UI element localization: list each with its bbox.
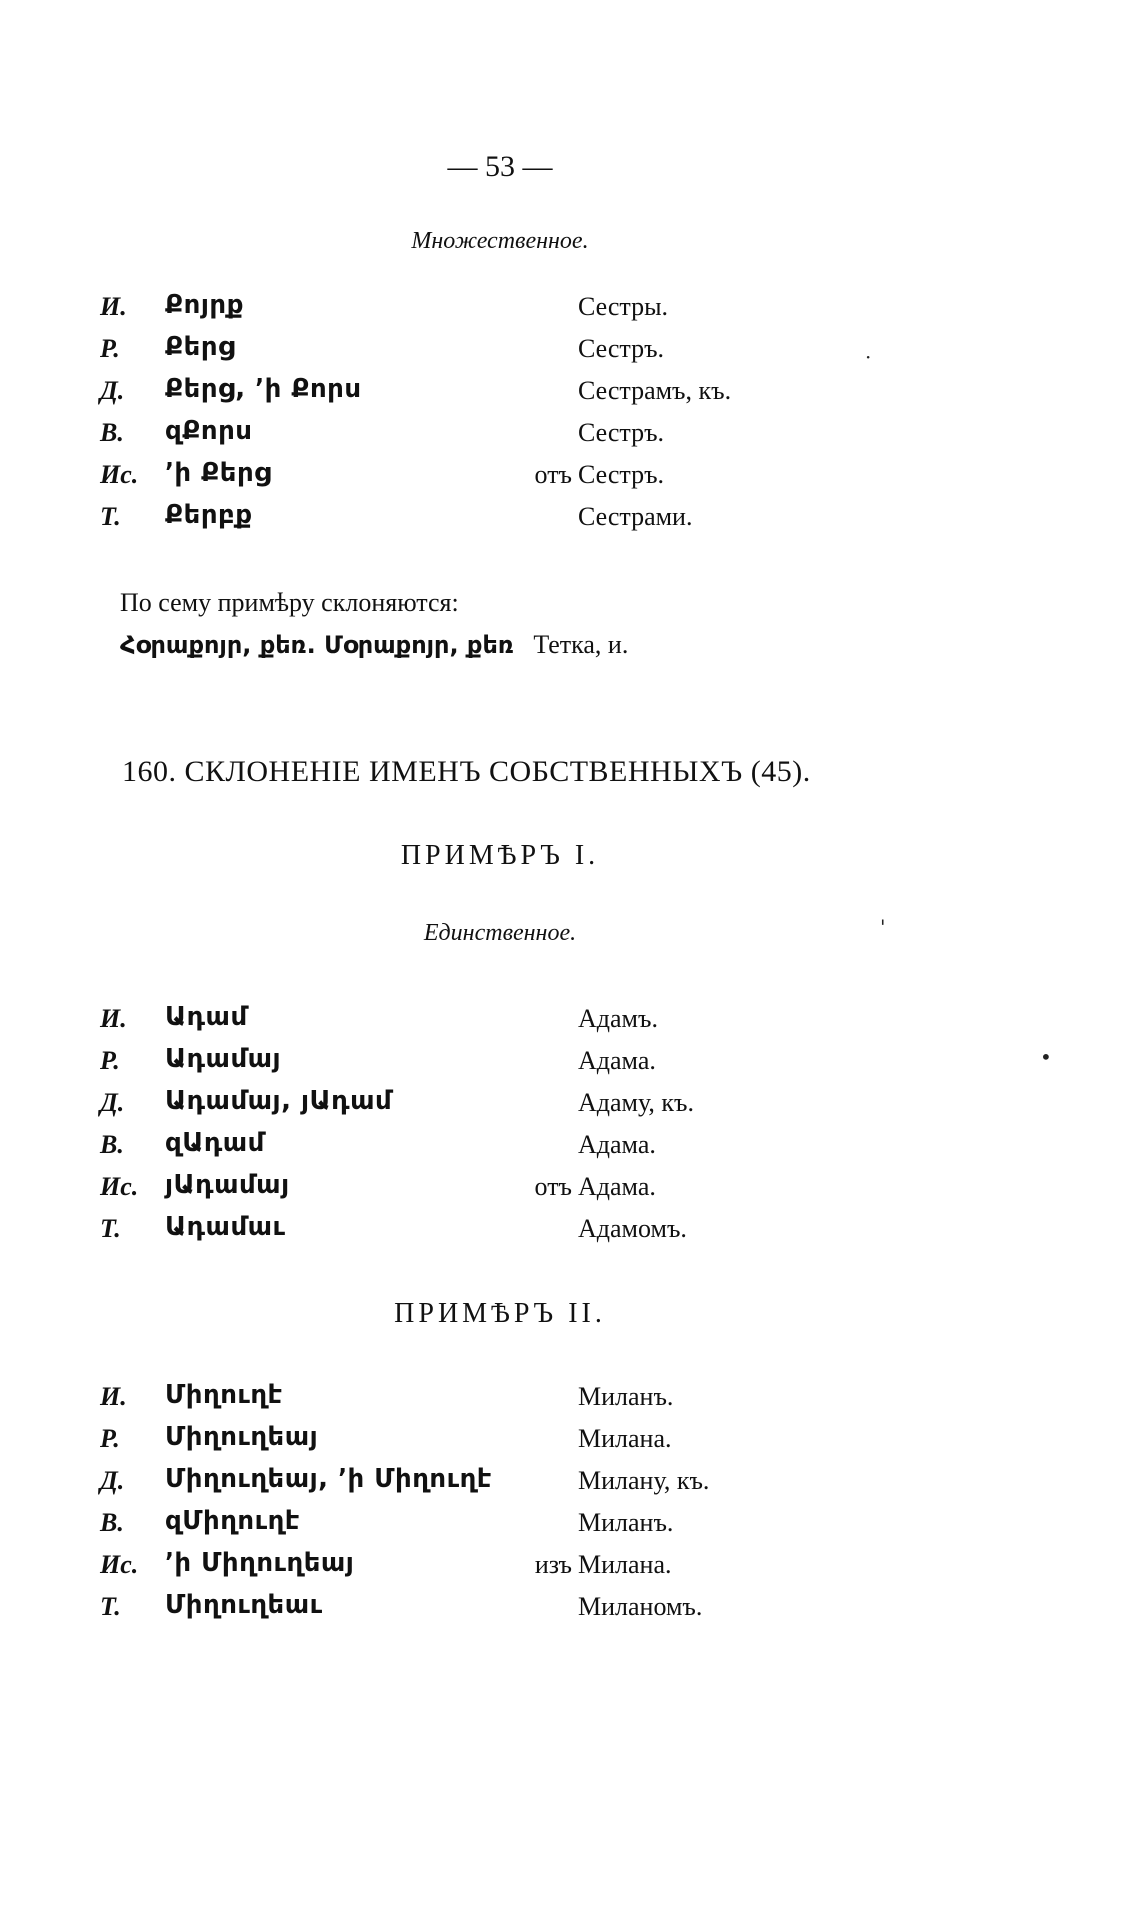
- case-label: В.: [100, 1130, 124, 1159]
- russian-form: Адама.: [578, 1130, 656, 1159]
- example-1-title: ПРИМѢРЪ I.: [400, 840, 600, 871]
- armenian-form: Միղուղէ: [165, 1380, 283, 1410]
- preposition: отъ: [534, 460, 572, 489]
- table-row: [100, 502, 1000, 542]
- armenian-form: Միղուղեաւ: [165, 1590, 323, 1620]
- table-row: [100, 1046, 1000, 1086]
- russian-form: Адамомъ.: [578, 1214, 687, 1243]
- armenian-form: Ադամ: [165, 1002, 248, 1032]
- table-row: [100, 1592, 1000, 1632]
- plural-heading: Множественное.: [411, 228, 589, 254]
- preposition: изъ: [534, 1550, 572, 1579]
- paragraph-translation: Тетка, и.: [533, 630, 629, 659]
- armenian-form: զՔորս: [165, 416, 253, 446]
- case-label: Т.: [100, 1592, 121, 1621]
- russian-form: Сестръ.: [578, 418, 665, 447]
- armenian-examples: Հօրաքոյր, քեռ. Մօրաքոյր, քեռ: [120, 631, 514, 659]
- russian-form: Сестрамъ, къ.: [578, 376, 732, 405]
- section-title: 160. СКЛОНЕНІЕ ИМЕНЪ СОБСТВЕННЫХЪ (45).: [122, 755, 811, 788]
- print-speck: ': [880, 915, 886, 939]
- armenian-form: Քերց: [165, 332, 236, 362]
- russian-form: Милану, къ.: [578, 1466, 710, 1495]
- case-label: Ис.: [100, 1550, 139, 1579]
- armenian-form: Ադամայ, յԱդամ: [165, 1086, 393, 1116]
- russian-form: Адама.: [578, 1172, 656, 1201]
- singular-heading: Единственное.: [423, 920, 577, 946]
- russian-form: Адаму, къ.: [578, 1088, 694, 1117]
- russian-form: Сестрами.: [578, 502, 693, 531]
- case-label: Д.: [100, 1088, 125, 1117]
- table-row: [100, 460, 1000, 500]
- table-row: [100, 1424, 1000, 1464]
- russian-form: Миланъ.: [578, 1508, 674, 1537]
- print-speck: ·: [865, 345, 872, 369]
- case-label: Р.: [100, 1424, 120, 1453]
- table-row: [100, 1172, 1000, 1212]
- page-number: — 53 —: [447, 150, 553, 183]
- case-label: Р.: [100, 334, 120, 363]
- table-row: [100, 1004, 1000, 1044]
- case-label: И.: [100, 292, 127, 321]
- armenian-form: Ադամաւ: [165, 1212, 286, 1242]
- table-row: [100, 1214, 1000, 1254]
- russian-form: Милана.: [578, 1424, 672, 1453]
- table-row: [100, 376, 1000, 416]
- table-row: [100, 1130, 1000, 1170]
- armenian-form: Քերց, ՚ի Քորս: [165, 374, 362, 404]
- case-label: Д.: [100, 1466, 125, 1495]
- russian-form: Миланомъ.: [578, 1592, 703, 1621]
- case-label: Т.: [100, 502, 121, 531]
- table-row: [100, 1550, 1000, 1590]
- case-label: Д.: [100, 376, 125, 405]
- armenian-form: զԱդամ: [165, 1128, 265, 1158]
- armenian-form: յԱդամայ: [165, 1170, 290, 1200]
- case-label: Ис.: [100, 1172, 139, 1201]
- russian-form: Адама.: [578, 1046, 656, 1075]
- armenian-form: ՚ի Միղուղեայ: [165, 1548, 355, 1578]
- case-label: Ис.: [100, 460, 139, 489]
- armenian-form: զՄիղուղէ: [165, 1506, 300, 1536]
- table-row: [100, 1382, 1000, 1422]
- paragraph-intro: По сему примѣру склоняются:: [120, 588, 459, 617]
- case-label: Р.: [100, 1046, 120, 1075]
- table-row: [100, 1088, 1000, 1128]
- case-label: И.: [100, 1004, 127, 1033]
- case-label: И.: [100, 1382, 127, 1411]
- armenian-form: Միղուղեայ: [165, 1422, 319, 1452]
- table-row: [100, 1508, 1000, 1548]
- table-row: [100, 1466, 1000, 1506]
- example-2-title: ПРИМѢРЪ II.: [394, 1298, 606, 1329]
- armenian-form: Միղուղեայ, ՚ի Միղուղէ: [165, 1464, 492, 1494]
- armenian-form: Քերբք: [165, 500, 253, 530]
- russian-form: Миланъ.: [578, 1382, 674, 1411]
- case-label: В.: [100, 1508, 124, 1537]
- preposition: отъ: [534, 1172, 572, 1201]
- russian-form: Милана.: [578, 1550, 672, 1579]
- case-label: В.: [100, 418, 124, 447]
- armenian-form: ՚ի Քերց: [165, 458, 272, 488]
- russian-form: Сестръ.: [578, 334, 665, 363]
- table-row: [100, 292, 1000, 332]
- russian-form: Адамъ.: [578, 1004, 658, 1033]
- paragraph-examples: [120, 630, 628, 660]
- table-row: [100, 418, 1000, 458]
- armenian-form: Ադամայ: [165, 1044, 282, 1074]
- russian-form: Сестры.: [578, 292, 669, 321]
- case-label: Т.: [100, 1214, 121, 1243]
- russian-form: Сестръ.: [578, 460, 665, 489]
- armenian-form: Քոյրք: [165, 290, 244, 320]
- print-speck: •: [1040, 1045, 1052, 1069]
